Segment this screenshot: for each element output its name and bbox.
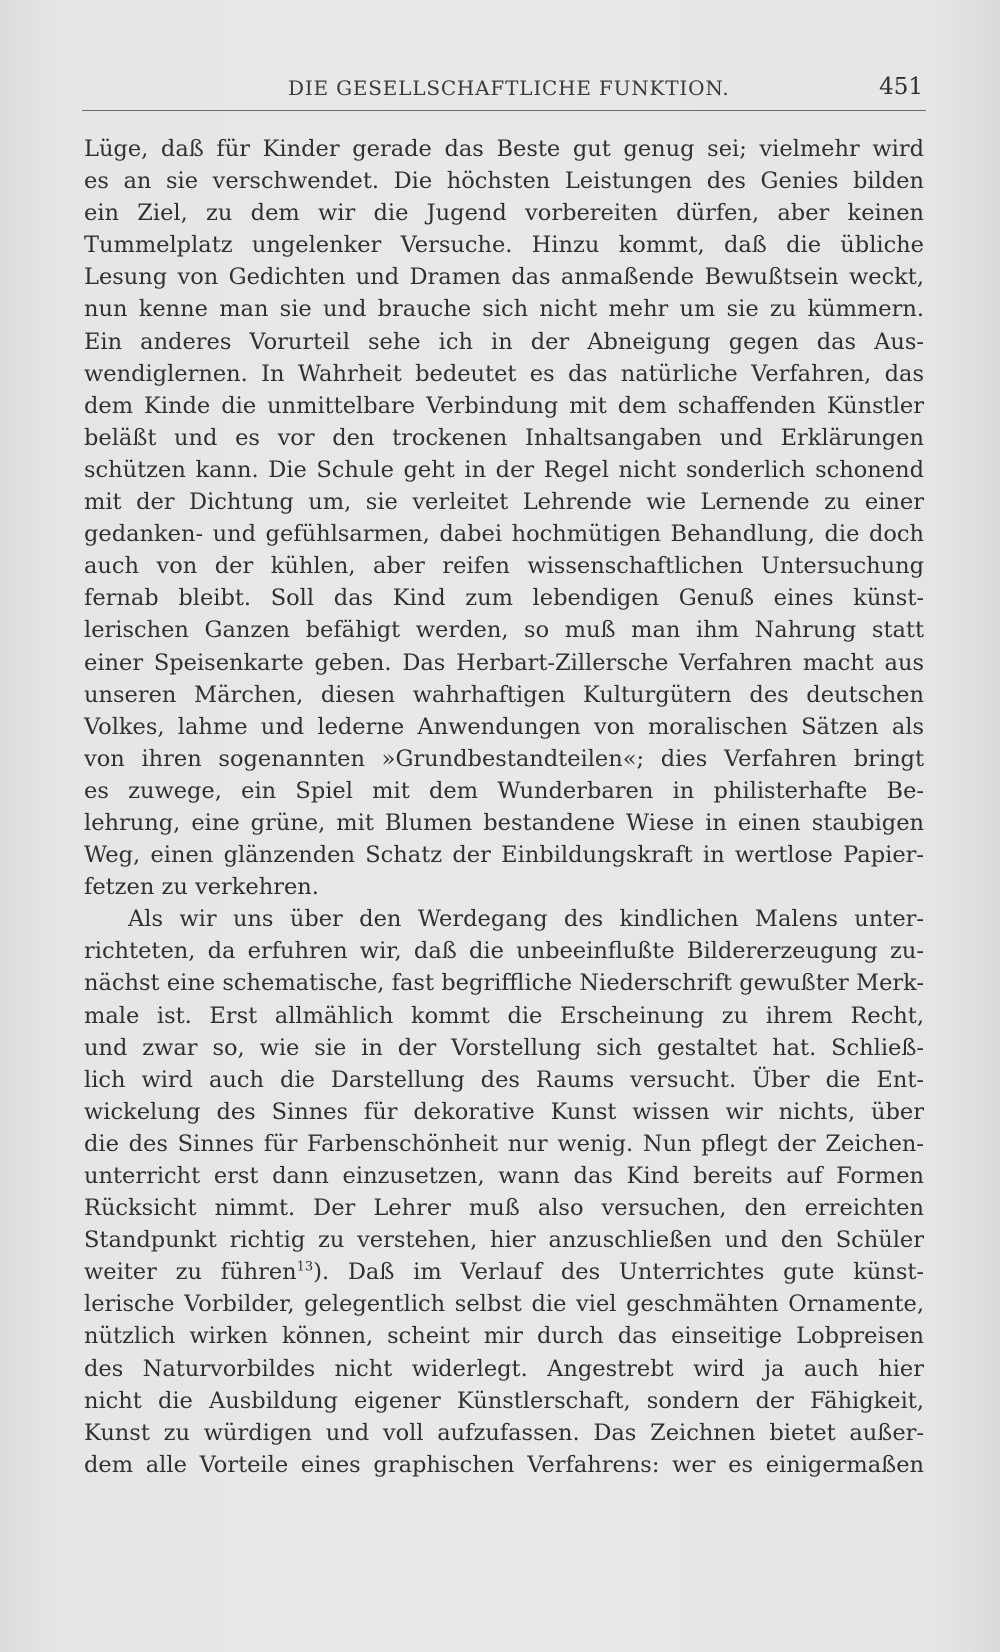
text-line: schützen kann. Die Schule geht in der Regel nicht sonderlich schonend: [84, 456, 924, 483]
text-line: mit der Dichtung um, sie verleitet Lehrende wie Lernende zu einer: [84, 489, 924, 516]
text-line: male ist. Erst allmählich kommt die Erscheinung zu ihrem Recht,: [84, 1002, 924, 1029]
text-line: Tummelplatz ungelenker Versuche. Hinzu kommt, daß die übliche: [84, 232, 924, 259]
text-line: die des Sinnes für Farbenschönheit nur wenig. Nun pflegt der Zeichen-: [84, 1130, 924, 1157]
text-segment: weiter zu führen: [84, 1259, 297, 1286]
body-text: [84, 133, 924, 1533]
page-number: 451: [879, 74, 923, 100]
text-line: Rücksicht nimmt. Der Lehrer muß also versuchen, den erreichten: [84, 1195, 924, 1222]
text-line: richteten, da erfuhren wir, daß die unbeeinflußte Bildererzeugung zu-: [84, 938, 924, 965]
running-head: [82, 72, 926, 106]
text-line: nützlich wirken können, scheint mir durch das einseitige Lobpreisen: [84, 1323, 924, 1350]
footnote-reference[interactable]: 13: [296, 1259, 314, 1275]
text-line: Als wir uns über den Werdegang des kindlichen Malens unter-: [128, 906, 924, 933]
text-line: dem alle Vorteile eines graphischen Verfahrens: wer es einigermaßen: [84, 1451, 924, 1478]
text-line: unterricht erst dann einzusetzen, wann das Kind bereits auf Formen: [84, 1163, 924, 1189]
text-line: fetzen zu verkehren.: [84, 874, 319, 901]
text-line: lerische Vorbilder, gelegentlich selbst die viel geschmähten Ornamente,: [84, 1291, 924, 1318]
text-line: nun kenne man sie und brauche sich nicht mehr um sie zu kümmern.: [84, 296, 924, 323]
text-line: lerischen Ganzen befähigt werden, so muß man ihm Nahrung statt: [84, 617, 924, 644]
header-rule: [82, 110, 926, 111]
text-line: des Naturvorbildes nicht widerlegt. Angestrebt wird ja auch hier: [84, 1355, 924, 1382]
running-head-title: DIE GESELLSCHAFTLICHE FUNKTION.: [288, 76, 730, 100]
text-line: ein Ziel, zu dem wir die Jugend vorbereiten dürfen, aber keinen: [84, 200, 924, 227]
text-line: es zuwege, ein Spiel mit dem Wunderbaren in philisterhafte Be-: [84, 777, 924, 804]
text-line: dem Kinde die unmittelbare Verbindung mit dem schaffenden Künstler: [84, 392, 924, 419]
text-line: es an sie verschwendet. Die höchsten Leistungen des Genies bilden: [84, 168, 924, 195]
text-line: beläßt und es vor den trockenen Inhaltsangaben und Erklärungen: [84, 424, 924, 451]
text-line: einer Speisenkarte geben. Das Herbart-Zillersche Verfahren macht aus: [84, 649, 924, 676]
text-line: wickelung des Sinnes für dekorative Kunst wissen wir nichts, über: [84, 1098, 924, 1125]
text-line: lehrung, eine grüne, mit Blumen bestandene Wiese in einen staubigen: [84, 809, 924, 836]
paragraph-1: [84, 133, 924, 903]
text-line: Volkes, lahme und lederne Anwendungen von moralischen Sätzen als: [84, 713, 924, 740]
text-line: Lesung von Gedichten und Dramen das anmaßende Bewußtsein weckt,: [84, 264, 924, 291]
text-line: Weg, einen glänzenden Schatz der Einbildungskraft in wertlose Papier-: [84, 842, 924, 869]
text-line: und zwar so, wie sie in der Vorstellung sich gestaltet hat. Schließ-: [84, 1034, 924, 1061]
text-line: auch von der kühlen, aber reifen wissenschaftlichen Untersuchung: [84, 553, 924, 580]
text-line: Standpunkt richtig zu verstehen, hier anzuschließen und den Schüler: [84, 1227, 924, 1254]
text-line: Ein anderes Vorurteil sehe ich in der Abneigung gegen das Aus-: [84, 328, 924, 355]
text-line: nicht die Ausbildung eigener Künstlerschaft, sondern der Fähigkeit,: [84, 1387, 924, 1414]
text-line: Lüge, daß für Kinder gerade das Beste gut genug sei; vielmehr wird: [84, 136, 924, 162]
paragraph-2: [84, 903, 924, 1481]
text-line: lich wird auch die Darstellung des Raums versucht. Über die Ent-: [84, 1066, 924, 1093]
text-line: wendiglernen. In Wahrheit bedeutet es das natürliche Verfahren, das: [84, 360, 924, 387]
text-line: von ihren sogenannten »Grundbestandteilen«; dies Verfahren bringt: [84, 745, 924, 772]
text-line: gedanken- und gefühlsarmen, dabei hochmütigen Behandlung, die doch: [84, 521, 924, 548]
text-line: fernab bleibt. Soll das Kind zum lebendigen Genuß eines künst-: [84, 585, 924, 612]
text-line: Kunst zu würdigen und voll aufzufassen. Das Zeichnen bietet außer-: [84, 1419, 924, 1446]
text-segment: ). Daß im Verlauf des Unterrichtes gute künst-: [313, 1259, 925, 1286]
text-line: unseren Märchen, diesen wahrhaftigen Kulturgütern des deutschen: [84, 681, 924, 708]
text-line: nächst eine schematische, fast begriffliche Niederschrift gewußter Merk-: [84, 970, 924, 997]
text-line-with-footnote: [84, 1256, 924, 1288]
